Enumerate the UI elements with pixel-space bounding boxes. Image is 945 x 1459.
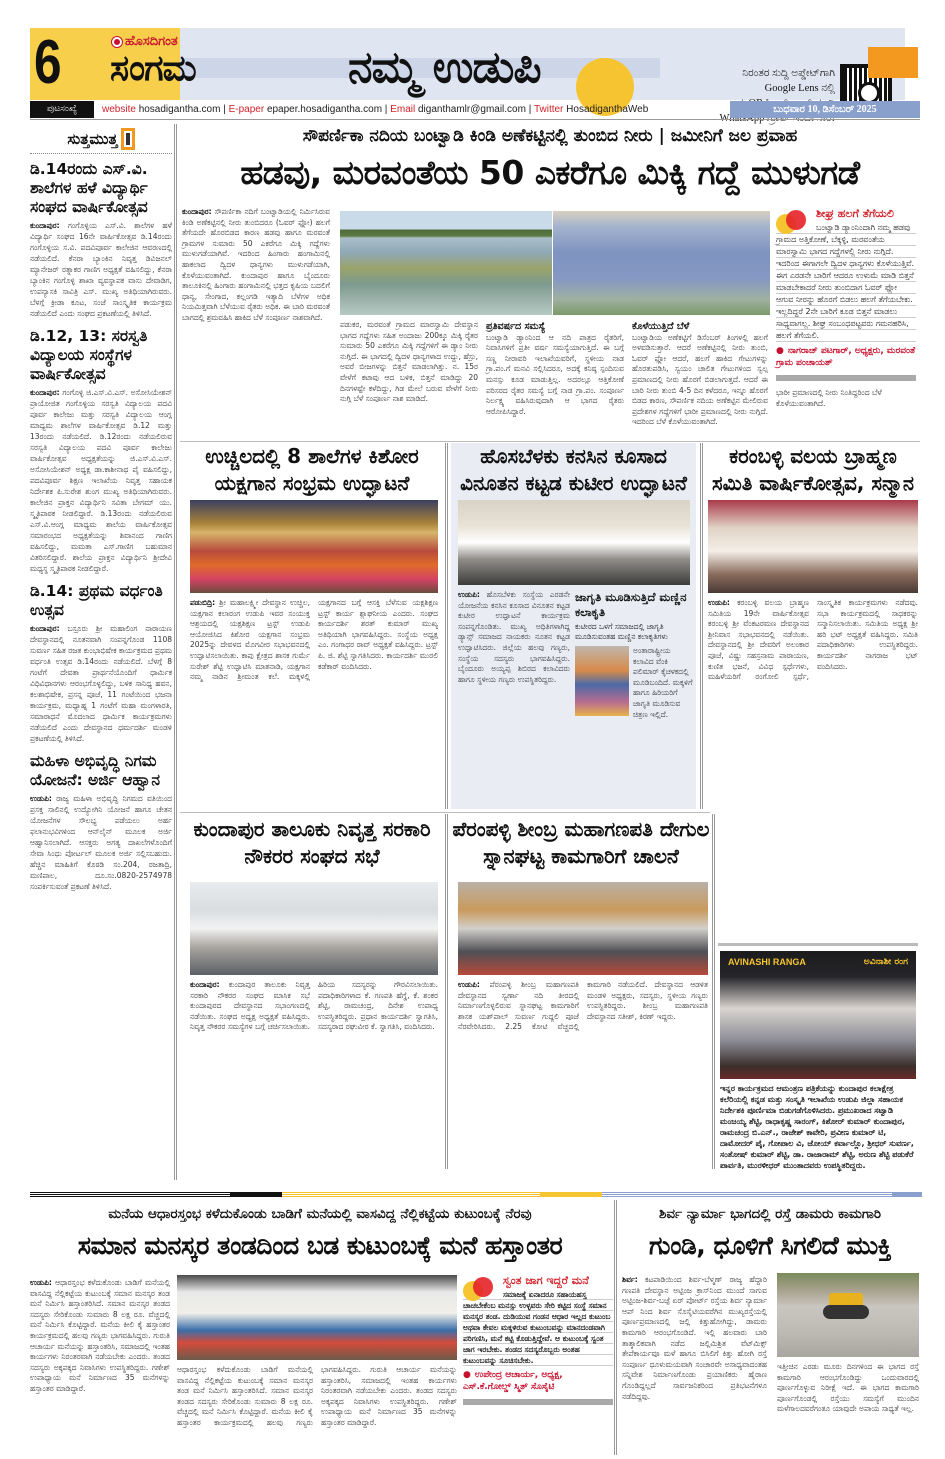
lead-body-col1 [182,207,330,439]
story-body [30,387,172,574]
quote-text: ಸಮಾಜಕ್ಕೆ ಏನಾದರೂ ಸಹಾಯಹಸ್ತ ಚಾಚಬೇಕೆಂಬ ಮನಸ್ಸು ಉಳ್ಳವರು ಸೇರಿ ಕಟ್ಟಿದ ಸಂಸ್ಥೆ ಸಮಾನ ಮನಸ್ಕರ ತಂಡ. ದುಡಿಯುವ ಗಂಡನ ಆಧಾರ ಇಲ್ಲದ ಕುಟುಂಬ ಅಥವಾ ಕೇವಲ ಮಕ್ಕಳಿರುವ ಕುಟುಂಬವನ್ನು ಮಾನದಂಡವಾಗಿ ಪರಿಗಣಿಸಿ, ಮನೆ ಕಟ್ಟಿ ಕೊಡುತ್ತಿದ್ದೇವೆ. ಆ ಕುಟುಂಬಕ್ಕೆ ಸ್ವಂತ ಜಾಗ ಇರಬೇಕು. ತಂಡದ ಸದಸ್ಯರೊಬ್ಬರು ಅಂತಹ ಕುಟುಂಬವನ್ನು ಸೂಚಿಸಬೇಕು. [463,1289,613,1366]
info-bar [30,101,920,118]
story-headline: ಕರಂಬಳ್ಳಿ ವಲಯ ಬ್ರಾಹ್ಮಣ ಸಮಿತಿ ವಾರ್ಷಿಕೋತ್ಸವ, ಸನ್ಮಾನ [711,444,915,495]
dateline: ಉಡುಪಿ: [30,794,52,803]
banner-left: AVINASHI RANGA [728,957,806,967]
story-body [30,793,172,892]
story-text: ಬಂಟ್ವಾಡಿ ಡ್ಯಾಂನಿಂದ ಆ ನದಿ ಪಾತ್ರದ ರೈತರಿಗೆ, ನಿವಾಸಿಗಳಿಗೆ ಪ್ರತೀ ವರ್ಷ ಸಮಸ್ಯೆಯಾಗುತ್ತಿದೆ. ಈ ಬಗ್ಗೆ ಸಣ್ಣ ನೀರಾವರಿ ಇಲಾಖೆಯವರಿಗೆ, ಸ್ಥಳೀಯ ನಾಡ ಗ್ರಾ.ಪಂ.ಗೆ ಮನವಿ ಸಲ್ಲಿಸಿದರೂ, ಅದಕ್ಕೆ ಕನಿಷ್ಠ ಸ್ಪಂದಿಸುವ ಮನಸ್ಸು ಕೂಡ ಮಾಡುತ್ತಿಲ್ಲ. ಅದರಲ್ಲೂ ಆತ್ತಿಕೋಣೆ ಪರಿಸರದ ರೈತರ ಸಮಸ್ಯೆ ಬಗ್ಗೆ ನಾಡ ಗ್ರಾ.ಪಂ. ಸಂಪೂರ್ಣ ನಿರ್ಲಕ್ಷ್ಯ ವಹಿಸಿರುವುದಾಗಿ ಆ ಭಾಗದ ರೈತರು ಆರೋಪಿಸಿದ್ದಾರೆ. [486,332,624,416]
divider-strip-yellow-solid [540,1192,602,1197]
road-roller-photo [777,1273,919,1357]
quote-title: ಶೀಘ್ರ ಹಲಗೆ ತೆಗೆಯಲಿ [816,207,894,220]
section-label-suttamutta [30,124,172,154]
clay-art-photo [575,646,629,716]
brand-logo-icon [112,37,122,47]
quote-icon [776,210,810,238]
divider [718,943,918,946]
dateline: ಕುಂದಾಪುರ: [182,207,212,216]
story-text: ಕುಂದಾಪುರ ತಾಲೂಕು ನಿವೃತ್ತ ಸರಕಾರಿ ನೌಕರರ ಸಂಘದ ಮಾಸಿಕ ಸಭೆ ಕುಂದಾಪುರದ ದೇವಸ್ಥಾನದ ಸಭಾಂಗಣದಲ್ಲಿ ನಡೆಯಿತು. ಸಂಘದ ಅಧ್ಯಕ್ಷ ಅಧ್ಯಕ್ಷತೆ ವಹಿಸಿದ್ದರು. ನಿವೃತ್ತ ನೌಕರರ ಸಮಸ್ಯೆಗಳ ಬಗ್ಗೆ ಚರ್ಚಿಸಲಾಯಿತು. ಹಿರಿಯ ಸದಸ್ಯರನ್ನು ಗೌರವಿಸಲಾಯಿತು. ಪದಾಧಿಕಾರಿಗಳಾದ ಕೆ. ಗಣಪತಿ ಹೆಗ್ಡೆ, ಕೆ. ಶಂಕರ ಶೆಟ್ಟಿ, ರಾಮಚಂದ್ರ, ದಿನೇಶ ಉಪಾಧ್ಯ ಉಪಸ್ಥಿತರಿದ್ದರು. ಪ್ರಧಾನ ಕಾರ್ಯದರ್ಶಿ ಸ್ವಾಗತಿಸಿ, ಸದಸ್ಯರಾದ ರಘುವೀರ ಕೆ. ಸ್ವಾಗತಿಸಿ, ವಂದಿಸಿದರು. [190,980,438,1032]
retired-employees-photo [190,882,438,975]
lead-body-col2 [340,320,478,438]
photo-caption: ಇತ್ತೀಚಿನ ಎರಡು ಮೂರು ದಿನಗಳಿಂದ ಈ ಭಾಗದ ರಸ್ತೆ ಕಾಮಗಾರಿ ಆರಂಭಗೊಂಡಿದ್ದು ಒಂದುವಾರದಲ್ಲಿ ಪೂರ್ಣಗೊಳ್ಳುವ ನಿರೀಕ್ಷೆ ಇದೆ. ಈ ಭಾಗದ ಕಾಮಗಾರಿ ಪೂರ್ಣಗೊಂಡಲ್ಲಿ ರಸ್ತೆಯು ಸಮಸ್ಯೆಗೆ ಮುಂದಿನ ಮಳೆಗಾಲದವರೆಗಂತೂ ಯಾವುದೇ ಅಪಾಯ ಸಾಧ್ಯತೆ ಇಲ್ಲ. [777,1362,919,1414]
brand-name-text: ಹೊಸದಿಗಂತ [125,34,178,49]
divider-strip-black-solid [230,1192,285,1197]
story-body [708,598,918,808]
dateline: ಶಿರ್ವ: [622,1275,638,1284]
bottom-quote-box [463,1275,613,1405]
story-body [30,623,172,744]
sidebar-body: ಅಂತಾರಾಷ್ಟ್ರೀಯ ಕಲಾವಿದ ವೆಂಕಿ ಪಲಿಮಾರ್ ಕೈಚಳಕದಲ್ಲಿ ಮೂಡಿಬಂದಿದೆ. ಮಕ್ಕಳಿಗೆ ಹಾಗೂ ಹಿರಿಯರಿಗೆ ಜಾಗೃತಿ ಮೂಡಿಸುವ ಚಿತ್ರಣ ಇಲ್ಲಿದೆ. [633,646,693,719]
quote-icon [463,1277,497,1305]
bottom-left-kicker: ಮನೆಯ ಆಧಾರಸ್ತಂಭ ಕಳೆದುಕೊಂಡು ಬಾಡಿಗೆ ಮನೆಯಲ್ಲಿ ವಾಸವಿದ್ದ ನೆಲ್ಲಿಕಟ್ಟೆಯ ಕುಟುಂಬಕ್ಕೆ ನೆರವು [108,1206,532,1222]
website-link[interactable]: hosadigantha.com [138,104,221,115]
door-icon [121,128,135,150]
story-body [622,1275,767,1455]
column-divider [700,443,703,809]
story-headline: ಡಿ.14ರಂದು ಎಸ್.ವಿ. ಶಾಲೆಗಳ ಹಳೆ ವಿದ್ಯಾರ್ಥಿ ಸಂಘದ ವಾರ್ಷಿಕೋತ್ಸವ [30,160,148,216]
sidebar-box [575,590,693,808]
quote-author: ● ಉಪೇಂದ್ರ ಆಚಾರ್ಯ, ಅಧ್ಯಕ್ಷ, ಎಸ್.ಕೆ.ಗೋಲ್ಡ್ ಸ್ಮಿತ್ ಸೊಸೈಟಿ [463,1369,613,1393]
kutira-inauguration-photo [458,500,690,585]
epaper-link[interactable]: epaper.hosadigantha.com [266,104,383,115]
subheading: ಕೊಳೆಯುತ್ತಿದೆ ಬೆಳೆ [632,321,690,332]
quote-tail: ಭಾರೀ ಪ್ರಮಾಣದಲ್ಲಿ ನೀರು ನಿಂತಿದ್ದರಿಂದ ಬೆಳೆ ಕೊಳೆಯುವಂತಾಗಿದೆ. [776,388,882,408]
qr-line: Google Lens ನಲ್ಲಿ [764,83,835,94]
dateline: ಕುಂದಾಪುರ: [30,624,60,633]
story-text: ಬಸ್ರೂರು ಶ್ರೀ ಮಹಾಲಿಂಗ ನಾರಾಯಣ ದೇವಸ್ಥಾನದಲ್ಲಿ ನೂತನವಾಗಿ ಸಂಪನ್ನಗೊಂಡ 1108 ಸುವರ್ಣ ಸಹಿತ ರಜತ ಕುಂಭಾಭಿಷೇಕ ಕಾರ್ಯಕ್ರಮದ ಪ್ರಥಮ ವರ್ಧಂತಿ ಉತ್ಸವ ಡಿ.14ರಂದು ನಡೆಯಲಿದೆ. ಬೆಳಗ್ಗೆ 8 ಗಂಟೆಗೆ ದೇವತಾ ಪ್ರಾರ್ಥನೆಯೊಂದಿಗೆ ಧಾರ್ಮಿಕ ವಿಧಿವಿಧಾನಗಳು ಆರಂಭಗೊಳ್ಳಲಿದ್ದು, ಬಳಿಕ ಸಾನಿಧ್ಯ ಹವನ, ಕಲಶಾಭಿಷೇಕ, ಪ್ರಸನ್ನ ಪೂಜೆ, 11 ಗಂಟೆಯಿಂದ ಭಜನಾ ಕಾರ್ಯಕ್ರಮ, ಮಧ್ಯಾಹ್ನ 1 ಗಂಟೆಗೆ ಮಹಾ ಮಂಗಳಾರತಿ, ಸಮಾರಾಧನೆ ಮೊದಲಾದ ಧಾರ್ಮಿಕ ಕಾರ್ಯಕ್ರಮಗಳು ನಡೆಯಲಿದೆ ಎಂದು ದೇವಸ್ಥಾನದ ಧರ್ಮದರ್ಶಿ ಮಂಡಳಿ ಪ್ರಕಟಣೆಯಲ್ಲಿ ತಿಳಿಸಿದೆ. [30,624,172,743]
story-headline: ಮಹಿಳಾ ಅಭಿವೃದ್ಧಿ ನಿಗಮ ಯೋಜನೆ: ಅರ್ಜಿ ಆಹ್ವಾನ [30,752,160,789]
email-link[interactable]: diganthamlr@gmail.com [417,104,526,115]
page-tag: ಪುಟಸಂಖ್ಯೆ [30,101,94,118]
story-text: ಕಟಪಾಡಿಯಿಂದ ಶಿರ್ವ-ಬೆಳ್ಮಣ್ ರಾಜ್ಯ ಹೆದ್ದಾರಿ ಗಣಪತಿ ದೇವಸ್ಥಾನ ಅಟ್ಟಿಂಜ ಕ್ರಾಸ್‌ನಿಂದ ಮುಂದೆ ಸಾಗುವ ಅಟ್ಟಿಂಜ-ಶಿರ್ವ-ಬಜ್ಪೆ ಏರ್ ಪೋರ್ಟ್ ರಸ್ತೆಯ ಶಿರ್ವ ನ್ಯಾರ್ಮಾ ಆಪ್ ನಿಂದ ಶಿರ್ವ ಸೊಸೈಟಿಯವರೆಗಿನ ಮುಖ್ಯರಸ್ತೆಯಲ್ಲಿ ಪೂರ್ಣಪ್ರಮಾಣದಲ್ಲಿ ಜಲ್ಲಿ ಕಿತ್ತುಹೋಗಿದ್ದು, ಡಾಮರು ಕಾಮಗಾರಿ ಆರಂಭಗೊಂಡಿದೆ. ಇಲ್ಲಿ ಹಲವಾರು ಬಾರಿ ತಾತ್ಕಾಲಿಕವಾಗಿ ನಡೆದ ಜಲ್ಲಿಮಿಶ್ರಿತ ವೆಟ್‌ಮಿಕ್ಸ್ ತೇಪೆಕಾರ್ಯವೂ ಮಳೆ ಹಾಗೂ ಬಿಸಿಲಿಗೆ ಕಿತ್ತು ಹೋಗಿ ರಸ್ತೆ ಸಂಪೂರ್ಣ ಧೂಳುಮಯವಾಗಿ ಸಂಚಾರವೇ ಅಸಾಧ್ಯವಾದಂತಹ ಸನ್ನಿವೇಶ ನಿರ್ಮಾಣಗೊಂಡು ಪ್ರಯಾಣಿಕರು ಹೈರಾಣ ಗೊಂಡಿದ್ದಲ್ಲದೆ ಸಾರ್ವಜನಿಕರಿಂದ ಪ್ರತಿಭಟನೆಗಳೂ ನಡೆದಿದ್ದವು. [622,1275,767,1401]
roller-drum-icon [823,1305,869,1319]
divider-strip-yellow [282,1192,582,1197]
story-text: ಪೆರಂಪಳ್ಳಿ ಶೀಂಬ್ರ ಮಹಾಗಣಪತಿ ದೇವಸ್ಥಾನದ ಸ್ವರ್ಣಾ ನದಿ ತೀರದಲ್ಲಿ ನಿರ್ಮಾಣಗೊಳ್ಳಲಿರುವ ಸ್ನಾನಘಟ್ಟ ಕಾಮಗಾರಿಗೆ ಶಾಸಕ ಯಶ್‌ಪಾಲ್ ಸುವರ್ಣ ಗುದ್ದಲಿ ಪೂಜೆ ನೆರವೇರಿಸಿದರು. 2.25 ಕೋಟಿ ವೆಚ್ಚದಲ್ಲಿ ಕಾಮಗಾರಿ ನಡೆಯಲಿದೆ. ದೇವಸ್ಥಾನದ ಆಡಳಿತ ಮಂಡಳಿ ಅಧ್ಯಕ್ಷರು, ಸದಸ್ಯರು, ಸ್ಥಳೀಯ ಗಣ್ಯರು ಉಪಸ್ಥಿತರಿದ್ದರು. ಶೀಂಬ್ರ ಮಹಾಗಣಪತಿ ದೇವಸ್ಥಾನದ ಸತೀಶ್, ಕಿರಣ್ ಇದ್ದರು. [458,980,708,1032]
flooded-field-photo-1 [340,211,552,315]
section-label-text: ಸುತ್ತಮುತ್ತ [67,129,118,148]
story-body-continued [177,1365,457,1455]
story-headline: ಕುಂದಾಪುರ ತಾಲೂಕು ನಿವೃತ್ತ ಸರಕಾರಿ ನೌಕರರ ಸಂಘದ ಸಭೆ [193,817,431,868]
dateline: ಕುಂದಾಪುರ: [190,980,220,989]
page-number: 6 [34,28,62,97]
snanaghatta-groundbreaking-photo [458,882,708,975]
supplement-name: ಸಂಗಮ [110,48,196,89]
bottom-right-kicker: ಶಿರ್ವ ನ್ಯಾರ್ಮಾ ಭಾಗದಲ್ಲಿ ರಸ್ತೆ ಡಾಮರು ಕಾಮಗಾರಿ [658,1206,882,1222]
story-text: ಶ್ರೀ ಮಹಾಲಕ್ಷ್ಮೀ ದೇವಸ್ಥಾನ ಉಚ್ಚಿಲ, ಯಕ್ಷಗಾನ ಕಲಾರಂಗ ಉಡುಪಿ ಇವರ ಸಂಯುಕ್ತ ಆಶ್ರಯದಲ್ಲಿ ಯಕ್ಷಶಿಕ್ಷಣ ಟ್ರಸ್ಟ್ ಉಡುಪಿ ಆಯೋಜಿಸಿದ ಕಿಶೋರ ಯಕ್ಷಗಾನ ಸಂಭ್ರಮ 2025ನ್ನು ದೇವಳದ ಮೊಗವೀರ ಸಭಾಭವನದಲ್ಲಿ ಉದ್ಘಾಟಿಸಲಾಯಿತು. ಕಾಪು ಕ್ಷೇತ್ರದ ಶಾಸಕ ಗುರ್ಮೆ ಸುರೇಶ್ ಶೆಟ್ಟಿ ಉದ್ಘಾಟಿಸಿ ಮಾತನಾಡಿ, ಯಕ್ಷಗಾನ ನಮ್ಮ ನಾಡಿನ ಶ್ರೀಮಂತ ಕಲೆ. ಮಕ್ಕಳಲ್ಲಿ ಯಕ್ಷಗಾನದ ಬಗ್ಗೆ ಆಸಕ್ತಿ ಬೆಳೆಸುವ ಯಕ್ಷಶಿಕ್ಷಣ ಟ್ರಸ್ಟ್ ಕಾರ್ಯ ಶ್ಲಾಘನೀಯ ಎಂದರು. ಸಂಘದ ಕಾರ್ಯದರ್ಶಿ ಶರತ್ ಕುಮಾರ್ ಮುಖ್ಯ ಅತಿಥಿಯಾಗಿ ಭಾಗವಹಿಸಿದ್ದರು. ಸಂಸ್ಥೆಯ ಅಧ್ಯಕ್ಷ ಎಂ. ಗಂಗಾಧರ ರಾವ್ ಅಧ್ಯಕ್ಷತೆ ವಹಿಸಿದ್ದರು. ಟ್ರಸ್ಟ್ ಪಿ. ಜಿ. ಶೆಟ್ಟಿ ಸ್ವಾಗತಿಸಿದರು. ಕಾರ್ಯದರ್ಶಿ ಮುರಲಿ ಕಡೆಕಾರ್ ವಂದಿಸಿದರು. [190,598,438,682]
column-divider [614,1200,617,1455]
story-body [190,598,438,808]
quote-text: ಬಂಟ್ವಾಡಿ ಡ್ಯಾಂನಿಂದಾಗಿ ನಮ್ಮ ಹಡವು ಗ್ರಾಮದ ಅತ್ತಿಕೋಣೆ, ಬೆಕ್ಕಳ್ಳಿ, ಮರವಂತೆಯ ಮಾರಸ್ವಾಮಿ ಭಾಗದ ಗದ್ದೆಗಳಲ್ಲಿ ನೀರು ನುಗ್ಗಿದೆ. ಇದರಿಂದ ಈಗಾಗಲೇ ದ್ವಿದಳ ಧಾನ್ಯಗಳು ಕೊಳೆಯುತ್ತಿವೆ. ಈಗ ಎರಡನೇ ಬಾರಿಗೆ ಆದರೂ ಉಳುಮೆ ಮಾಡಿ ಬಿತ್ತನೆ ಮಾಡಬೇಕಾದರೆ ನೀರು ತುಂಬಿದಾಗ ಓವರ್ ಫ್ಲೋ ಆಗುವ ನೀರನ್ನು ಹೊರಗೆ ಬಿಡಲು ಹಲಗೆ ತೆಗೆಯಬೇಕು. ಇಲ್ಲದಿದ್ದರೆ 2ನೇ ಬಾರಿಗೆ ಕೂಡ ಬಿತ್ತನೆ ಮಾಡಲು ಸಾಧ್ಯವಾಗಲ್ಲ. ಶೀಘ್ರ ಸಂಬಂಧಪಟ್ಟವರು ಗಮನಹರಿಸಿ, ಹಲಗೆ ತೆಗೆಯಲಿ. [776,223,915,340]
story-text: ಹೊಸಬೆಳಕು ಸಂಸ್ಥೆಯ ಎರಡನೇ ಯೋಜನೆಯ ಕನಸಿನ ಕೂಸಾದ ವಿನೂತನ ಕಟ್ಟಡ ಕುಟೀರ ಉದ್ಘಾಟನೆ ಕಾರ್ಯಕ್ರಮ ಸಂಪನ್ನಗೊಂಡಿತು. ಮುಖ್ಯ ಅಧಿತಿಗಳಾಗಿದ್ದ ಡ್ಯಾನ್ಸ್ ಸಮಾಜದ ನಾಯಕರು ನೂತನ ಕಟ್ಟಡ ಉದ್ಘಾಟಿಸಿದರು. ಜಿಲ್ಲೆಯ ಹಲವು ಗಣ್ಯರು, ಸಂಸ್ಥೆಯ ಸದಸ್ಯರು ಭಾಗವಹಿಸಿದ್ದರು. ಬೈಂದೂರು ಅಯ್ಯಪ್ಪ ಶಿಬಿರದ ಕಲಾವಿದರು ಹಾಗೂ ಸ್ಥಳೀಯ ಗಣ್ಯರು ಉಪಸ್ಥಿತರಿದ್ದರು. [458,590,571,684]
twitter-link[interactable]: HosadiganthaWeb [566,104,649,115]
story-body [458,590,570,808]
story-text: ರಾಜ್ಯ ಮಹಿಳಾ ಅಭಿವೃದ್ಧಿ ನಿಗಮದ ವತಿಯಿಂದ ಪ್ರಸಕ್ತ ಸಾಲಿನಲ್ಲಿ ಉದ್ಯೋಗಿನಿ ಯೋಜನೆ ಹಾಗೂ ಚೇತನ ಯೋಜನೆಗಳ ಸೌಲಭ್ಯ ಪಡೆಯಲು ಅರ್ಹ ಫಲಾನುಭವಿಗಳಿಂದ ಆನ್‌ಲೈನ್ ಮೂಲಕ ಅರ್ಜಿ ಆಹ್ವಾನಿಸಲಾಗಿದೆ. ಆಸಕ್ತರು ಅಗತ್ಯ ದಾಖಲೆಗಳೊಂದಿಗೆ ಸೇವಾ ಸಿಂಧು ಪೋರ್ಟಲ್ ಮೂಲಕ ಅರ್ಜಿ ಸಲ್ಲಿಸಬಹುದು. ಹೆಚ್ಚಿನ ಮಾಹಿತಿಗೆ ಕೊಠಡಿ ಸಂ.204, ರಜತಾದ್ರಿ, ಮಣಿಪಾಲ, ದೂ.ಸಂ.0820-2574978 ಸಂಪರ್ಕಿಸುವಂತೆ ಪ್ರಕಟಣೆ ತಿಳಿಸಿದೆ. [30,794,172,891]
bottom-left-headline: ಸಮಾನ ಮನಸ್ಕರ ತಂಡದಿಂದ ಬಡ ಕುಟುಂಬಕ್ಕೆ ಮನೆ ಹಸ್ತಾಂತರ [77,1231,563,1260]
column-divider [445,814,448,1169]
story-text: ಸೌಪರ್ಣಿಕಾ ನದಿಗೆ ಬಂಟ್ವಾಡಿಯಲ್ಲಿ ನಿರ್ಮಿಸಿರುವ ಕಿಂಡಿ ಅಣೆಕಟ್ಟಿನಲ್ಲಿ ನೀರು ತುಂಬಿದರೂ (ಓವರ್ ಫ್ಲೋ) ಹಲಗೆ ತೆಗೆಯದೇ ಹೊರಬಿಡದ ಕಾರಣ ಹಡವು ಹಾಗೂ ಮರವಂತೆ ಗ್ರಾಮಗಳ ಸುಮಾರು 50 ಎಕರೆಗೂ ಮಿಕ್ಕಿ ಗದ್ದೆಗಳು ಮುಳುಗಡೆಯಾಗಿವೆ. ಇದರಿಂದ ಹಿಂಗಾರು ಹಂಗಾಮಿನಲ್ಲಿ ಹಾಕಲಾದ ದ್ವಿದಳ ಧಾನ್ಯಗಳು ಮುಳುಗಡೆಯಾಗಿ, ಕೊಳೆಯುವಂತಾಗಿದೆ. ಕುಂದಾಪುರ ಹಾಗೂ ಬೈಂದೂರು ತಾಲೂಕಿನಲ್ಲಿ ಹಿಂಗಾರು ಹಂಗಾಮಿನಲ್ಲಿ ಭತ್ತದ ಕೃಷಿಯ ಬದಲಿಗೆ ಧಾನ್ಯ, ಸೇಂಗಾದ, ಕಲ್ಲಂಗಡಿ ಇತ್ಯಾದಿ ಬೆಳೆಗಳ ಅಧಿಕ ನಿಯಮಿತ್ತವಾಗಿ ಬೆಳೆಯುವ ರೈತರು ಅಧಿಕ. ಈ ಬಾರಿ ಮರವಂತೆ ಬಾಗದಲ್ಲಿ ಶ್ರಮವಹಿಸಿ ಹಾಕಿದ ಬೆಳೆ ಸಂಪೂರ್ಣ ನಾಶವಾಗಿದೆ. [182,207,330,322]
issue-date: ಬುಧವಾರ 10, ಡಿಸೆಂಬರ್ 2025 [730,101,920,118]
email-label: Email [390,104,416,115]
yakshagana-group-photo [190,500,438,593]
divider [180,441,920,442]
quote-bar [776,375,916,381]
bottom-right-headline: ಗುಂಡಿ, ಧೂಳಿಗೆ ಸಿಗಲಿದೆ ಮುಕ್ತಿ [648,1231,892,1260]
sidebar-lead: ಕುಟೀರದ ಒಳಗೆ ಸಮಾಜದಲ್ಲಿ ಜಾಗೃತಿ ಮೂಡಿಸುವಂತಹ ಮಣ್ಣಿನ ಕಲಾಕೃತಿಗಳು [575,622,668,641]
divider-strip-blue [602,1192,922,1197]
lead-kicker: ಸೌಪರ್ಣಿಕಾ ನದಿಯ ಬಂಟ್ವಾಡಿ ಕಿಂಡಿ ಅಣೆಕಟ್ಟಿನಲ್ಲಿ ತುಂಬಿದ ನೀರು | ಜಮೀನಿಗೆ ಜಲ ಪ್ರವಾಹ [302,126,798,146]
contact-links: website hosadigantha.com | E-paper epaper.hosadigantha.com | Email diganthamlr@gmail.com | Twitter HosadiganthaWeb [102,104,649,115]
orange-accent-block [868,47,918,78]
story-text: ಪಡುಕರ, ಮರವಂತೆ ಗ್ರಾಮದ ಮಾರಸ್ವಾಮಿ ದೇವಸ್ಥಾನ ಭಾಗದ ಗದ್ದೆಗಳು ಸಹಿತ ಅಂದಾಜು 200ಕ್ಕೂ ಮಿಕ್ಕಿ ರೈತರ ಸುಮಾರು 50 ಎಕರೆಗೂ ಮಿಕ್ಕಿ ಗದ್ದೆಗಳಿಗೆ ಈ ಡ್ಯಾಂ ನೀರು ನುಗ್ಗಿದೆ. ಈ ಭಾಗದಲ್ಲಿ ದ್ವಿದಳ ಧಾನ್ಯಗಳಾದ ಉದ್ದು, ಹೆಸ್ರು, ಅವರೆ ಬೀಜಗಳನ್ನು ಬಿತ್ತನೆ ಮಾಡಲಾಗಿತ್ತು. ನ. 15ರ ವೇಳೆಗೆ ಕಟಾವು ಆದ ಬಳಿಕ, ಬಿತ್ತನೆ ಮಾಡಿದ್ದು 20 ದಿನಗಳಷ್ಟೇ ಕಳೆದಿದ್ದು, ಗಿಡ ಮೇಲೆ ಬರುವ ವೇಳೆಗೆ ನೀರು ನುಗ್ಗಿ ಬೆಳೆ ಸಂಪೂರ್ಣ ನಾಶ ಮಾಡಿದೆ. [340,320,478,404]
dateline: ಉಡುಪಿ: [30,1278,52,1287]
story-body [190,980,438,1168]
lead-headline: ಹಡವು, ಮರವಂತೆಯ 50 ಎಕರೆಗೂ ಮಿಕ್ಕಿ ಗದ್ದೆ ಮುಳುಗಡೆ [240,153,860,192]
qr-line: ನಿರಂತರ ಸುದ್ದಿ ಅಪ್ಡೇಟ್‌ಗಾಗಿ [742,68,835,79]
dateline: ಉಡುಪಿ: [458,980,480,989]
masthead [30,28,905,100]
story-text: ಆಧಾರಸ್ತಂಭ ಕಳೆದುಕೊಂಡು ಬಾಡಿಗೆ ಮನೆಯಲ್ಲಿ ವಾಸವಿದ್ದ ನೆಲ್ಲಿಕಟ್ಟೆಯ ಕುಟುಂಬಕ್ಕೆ ಸಮಾನ ಮನಸ್ಕರ ತಂಡ ಮನೆ ನಿರ್ಮಿಸಿ ಹಸ್ತಾಂತರಿಸಿದೆ. ಸಮಾನ ಮನಸ್ಕರ ತಂಡದ ಸದಸ್ಯರು ಸೇರಿಕೊಂಡು ಸುಮಾರು 8 ಲಕ್ಷ ರೂ. ವೆಚ್ಚದಲ್ಲಿ ಮನೆ ನಿರ್ಮಿಸಿ ಕೊಟ್ಟಿದ್ದಾರೆ. ಮನೆಯ ಕೀಲಿ ಕೈ ಹಸ್ತಾಂತರ ಕಾರ್ಯಕ್ರಮದಲ್ಲಿ ಹಲವು ಗಣ್ಯರು ಭಾಗವಹಿಸಿದ್ದರು. ಗುರುತಿ ಆಚಾರ್ಯ ಮನೆಯನ್ನು ಹಸ್ತಾಂತರಿಸಿ, ಸಮಾಜದಲ್ಲಿ ಇಂತಹ ಕಾರ್ಯಗಳು ನಿರಂತರವಾಗಿ ನಡೆಯಬೇಕು ಎಂದರು. ತಂಡದ ಸದಸ್ಯರು ಅಕ್ಕಪಕ್ಕದ ನಿವಾಸಿಗಳು ಉಪಸ್ಥಿತರಿದ್ದರು. ಗಣೇಶ್ ಉಪಾಧ್ಯಾಯ ಮನೆ ನಿರ್ಮಾಣದ 35 ಮನೆಗಳನ್ನು ಹಸ್ತಾಂತರ ಮಾಡಿದ್ದಾರೆ. [30,1278,171,1393]
dateline: ಕುಂದಾಪುರ: [30,388,60,397]
event-caption: ಇನ್ನರ ಕಾರ್ಯಕ್ರಮದ ಆಮಂತ್ರಣ ಪತ್ರಿಕೆಯನ್ನು ಕುಂದಾಪುರ ಕಲಾಕ್ಷೇತ್ರ ಕಲೆರಿಯಲ್ಲಿ ಕನ್ನಡ ಮತ್ತು ಸಂಸ್ಕೃತಿ ಇಲಾಖೆಯ ಉಡುಪಿ ಜಿಲ್ಲಾ ಸಹಾಯಕ ನಿರ್ದೇಶಕಿ ಪೂರ್ಣಿಮಾ ಬಿಡುಗಡೆಗೊಳಿಸಿದರು. ಪ್ರಮುಖರಾದ ಸಟ್ವಾಡಿ ಮಂಜಯ್ಯ ಶೆಟ್ಟಿ, ರಾಧಾಕೃಷ್ಣ ಸಾರಂಗ್, ಕಿಶೋರ್ ಕುಮಾರ್ ಕುಂದಾಪುರ, ರಾಮಚಂದ್ರ ಬಿ.ಎನ್., ರಾಜೇಶ್ ಕಾವೇರಿ, ಪ್ರವೀಣ ಕುಮಾರ್ ಟಿ, ದಾಮೋದರ್ ಪೈ, ಗೋಪಾಲ ವಿ, ಜೋಯ್ ಕರ್ವಾಲ್ಲೊ, ಶ್ರೀಧರ್ ಸುವರ್ಣ, ಸಂತೋಷ್ ಕುಮಾರ್ ಶೆಟ್ಟಿ, ಡಾ. ರಾಜಾರಾಮ್ ಶೆಟ್ಟಿ, ಅರುಣ ಶೆಟ್ಟಿ ಪಡುಕೆರೆ ಪಾರ್ವತಿ, ಮುರಳೀಧರ್ ಮುಂತಾದವರು ಉಪಸ್ಥಿತರಿದ್ದರು. [720,1084,914,1170]
subheading: ಪ್ರತಿವರ್ಷದ ಸಮಸ್ಯೆ [486,321,546,332]
website-label: website [102,104,136,115]
quote-bar [463,1399,613,1405]
column-divider [445,443,448,809]
brahmana-samiti-photo [708,500,918,593]
story-text: ಗಂಗೊಳ್ಳಿ ಜಿ.ಎಸ್.ವಿ.ಎಸ್. ಅಸೋಸಿಯೇಶನ್ ಪ್ರಾಯೋಜಿತ ಗಂಗೊಳ್ಳಿಯ ಸರಸ್ವತಿ ವಿದ್ಯಾಲಯ ಪದವಿ ಪೂರ್ವ ಕಾಲೇಜು ಮತ್ತು ಸರಸ್ವತಿ ವಿದ್ಯಾಲಯ ಆಂಗ್ಲ ಮಾಧ್ಯಮ ಶಾಲೆಗಳ ವಾರ್ಷಿಕೋತ್ಸವ ಡಿ.12 ಮತ್ತು 13ರಂದು ನಡೆಯಲಿದೆ. ಡಿ.12ರಂದು ನಡೆಯಲಿರುವ ಸರಸ್ವತಿ ವಿದ್ಯಾಲಯ ಪದವಿ ಪೂರ್ವ ಕಾಲೇಜು ವಾರ್ಷಿಕೋತ್ಸವ ಅಧ್ಯಕ್ಷತೆಯನ್ನು ಜಿ.ಎಸ್.ವಿ.ಎಸ್. ಅಸೋಸಿಯೇಶನ್ ಅಧ್ಯಕ್ಷ ಡಾ.ಕಾಶೀನಾಥ ಪೈ ವಹಿಸಲಿದ್ದು, ಪದವಿಪೂರ್ವ ಶಿಕ್ಷಣ ಇಲಾಖೆಯ ನಿವೃತ್ತ ಸಹಾಯಕ ನಿರ್ದೇಶಕ ಪಿ.ಸುರೇಶ ಶುಂಗ ಮುಖ್ಯ ಅತಿಥಿಯಾಗಿರುವರು. ಕಾಲೇಜಿನ ಪ್ರಾಕ್ತನ ವಿದ್ಯಾರ್ಥಿನಿ ಸವಿತಾ ಬೇಗಮ್ ಯು. ಸ್ಮೃತಿಪಾಠಕ ನೀಡಲಿದ್ದಾರೆ. ಡಿ.13ರಂದು ನಡೆಯಲಿರುವ ಎಸ್.ವಿ.ಆಂಗ್ಲ ಮಾಧ್ಯಮ ಶಾಲೆಯ ವಾರ್ಷಿಕೋತ್ಸವ ಸಮಾರಂಭದ ಅಧ್ಯಕ್ಷತೆಯನ್ನು ಶಿವಾನಂದ ಗಾಣಿಗ ವಹಿಸಲಿದ್ದು, ಮಮತಾ ಎಸ್.ಗಾಣಿಗ ಬಹುಮಾನ ವಿತರಿಸಲಿದ್ದಾರೆ. ಶಾಲೆಯ ಪ್ರಾಕ್ತನ ವಿದ್ಯಾರ್ಥಿನಿ ಶ್ರೀದೇವಿ ಮಧ್ಯಸ್ಥ ಸ್ಮೃತಿಪಾಠಕ ನೀಡಲಿದ್ದಾರೆ. [30,388,173,573]
sidebar-title: ಜಾಗೃತಿ ಮೂಡಿಸುತ್ತಿದೆ ಮಣ್ಣಿನ ಕಲಾಕೃತಿ [575,590,687,619]
quote-title: ಸ್ವಂತ ಜಾಗ ಇದ್ದರೆ ಮನೆ [503,1274,589,1287]
story-headline: ಡಿ.14: ಪ್ರಥಮ ವರ್ಧಂತಿ ಉತ್ಸವ [30,582,163,619]
dateline: ಪಡುಬಿದ್ರಿ: [190,598,216,607]
story-body [30,1278,170,1456]
story-text: ಕರಂಬಳ್ಳಿ ವಲಯ ಬ್ರಾಹ್ಮಣ ಸಮಿತಿಯ 19ನೇ ವಾರ್ಷಿಕೋತ್ಸವ ಕರಂಬಳ್ಳಿ ಶ್ರೀ ವೆಂಕಟರಮಣ ದೇವಸ್ಥಾನದ ಶ್ರೀನಿವಾಸ ಸಭಾಭವನದಲ್ಲಿ ನಡೆಯಿತು. ದೇವಸ್ಥಾನದಲ್ಲಿ ಶ್ರೀ ದೇವರಿಗೆ ಅಲಂಕಾರ ಪೂಜೆ, ವಿಷ್ಣು ಸಹಸ್ರನಾಮ ಪಾರಾಯಣ, ಕುಣಿತ ಭಜನೆ, ವಿವಿಧ ಸ್ಪರ್ಧೆಗಳು, ಮಹಿಳೆಯರಿಗೆ ರಂಗೋಲಿ ಸ್ಪರ್ಧೆ, ಸಾಂಸ್ಕೃತಿಕ ಕಾರ್ಯಕ್ರಮಗಳು ನಡೆದವು. ಸಭಾ ಕಾರ್ಯಕ್ರಮದಲ್ಲಿ ಸಾಧಕರನ್ನು ಸನ್ಮಾನಿಸಲಾಯಿತು. ಸಮಿತಿಯ ಅಧ್ಯಕ್ಷ ಶ್ರೀ ಹರಿ ಭಟ್ ಅಧ್ಯಕ್ಷತೆ ವಹಿಸಿದ್ದರು. ಸಮಿತಿ ಪದಾಧಿಕಾರಿಗಳು ಉಪಸ್ಥಿತರಿದ್ದರು. ಕಾರ್ಯದರ್ಶಿ ನಾಗರಾಜ ಭಟ್ ವಂದಿಸಿದರು. [708,598,918,682]
section-title: ನಮ್ಮ ಉಡುಪಿ [348,42,541,93]
story-headline: ಉಚ್ಚಿಲದಲ್ಲಿ 8 ಶಾಲೆಗಳ ಕಿಶೋರ ಯಕ್ಷಗಾನ ಸಂಭ್ರಮ ಉದ್ಘಾಟನೆ [205,444,419,495]
divider [180,812,710,813]
story-headline: ಡಿ.12, 13: ಸರಸ್ವತಿ ವಿದ್ಯಾಲಯ ಸಂಸ್ಥೆಗಳ ವಾರ್ಷಿಕೋತ್ಸವ [30,327,148,383]
epaper-label: E-paper [228,104,265,115]
story-headline: ಹೊಸಬೆಳಕು ಕನಸಿನ ಕೂಸಾದ ವಿನೂತನ ಕಟ್ಟಡ ಕುಟೀರ ಉದ್ಘಾಟನೆ [460,444,687,495]
dateline: ಉಡುಪಿ: [458,590,480,599]
lead-body-col4 [632,320,768,438]
story-headline: ಪೆರಂಪಳ್ಳಿ ಶೀಂಬ್ರ ಮಹಾಗಣಪತಿ ದೇಗುಲ ಸ್ನಾನಘಟ್ಟ ಕಾಮಗಾರಿಗೆ ಚಾಲನೆ [452,817,710,868]
divider-strip-blue-solid [892,1192,922,1197]
banner-right: ಅವಿನಾಶೀ ರಂಗ [863,957,908,967]
column-divider [712,814,715,1169]
quote-author: ● ನಾಗರಾಜ್ ಪಟಗಾರ್, ಅಧ್ಯಕ್ಷರು, ಮರವಂತೆ ಗ್ರಾಮ ಪಂಚಾಯತ್ [776,345,916,369]
story-text: ಗಂಗೊಳ್ಳಿಯ ಎಸ್.ವಿ. ಶಾಲೆಗಳ ಹಳೆ ವಿದ್ಯಾರ್ಥಿ ಸಂಘದ 16ನೇ ವಾರ್ಷಿಕೋತ್ಸವ ಡಿ.14ರಂದು ಗಂಗೊಳ್ಳಿಯ ಸ.ವಿ. ಪದವಿಪೂರ್ವ ಕಾಲೇಜಿನ ಆವರಣದಲ್ಲಿ ನಡೆಯಲಿದೆ. ಕೆನರಾ ಬ್ಯಾಂಕಿನ ನಿವೃತ್ತ ಡಿವಿಜನಲ್ ಮ್ಯಾನೇಜರ್ ರತ್ನಾಕರ ಗಾಣಿಗ ಅಧ್ಯಕ್ಷತೆ ವಹಿಸಲಿದ್ದು, ಕೆನರಾ ಬ್ಯಾಂಕಿನ ಗಂಗೊಳ್ಳಿ ಶಾಖಾ ವ್ಯವಸ್ಥಾಪಕ ವಾಸು ದೇವಾಡಿಗ, ಉಪನ್ಯಾಸಕಿ ಸಾವಿತ್ರಿ ಎಸ್. ಮುಖ್ಯ ಅತಿಥಿಯಾಗಿರುವರು. ಬೆಳಗ್ಗೆ ಕ್ರೀಡಾ ಕೂಟ, ಸಂಜೆ ಸಾಂಸ್ಕೃತಿಕ ಕಾರ್ಯಕ್ರಮ ನಡೆಯಲಿದೆ ಎಂದು ಸಂಘದ ಪ್ರಕಟಣೆಯಲ್ಲಿ ತಿಳಿಸಿದೆ. [30,221,173,318]
divider [30,119,920,120]
flooded-field-photo-2 [553,211,770,315]
house-handover-photo [177,1275,457,1360]
story-body [458,980,708,1168]
dateline: ಕುಂದಾಪುರ: [30,221,60,230]
lead-body-col3 [486,320,624,438]
story-text: ಬಂಟ್ವಾಡಿಯ ಅಣೆಕಟ್ಟಿಗೆ ಡಿಸೆಂಬರ್ ತಿಂಗಳಲ್ಲಿ ಹಲಗೆ ಅಳವಡಿಸುತ್ತಾರೆ. ಆದರೆ ಅಣೆಕಟ್ಟಿನಲ್ಲಿ ನೀರು ತುಂಬಿ, ಓವರ್ ಫ್ಲೋ ಆದರೆ, ಹಲಗೆ ಹಾಕಿದ ಗೇಟುಗಳನ್ನು ಹೊರತುಪಡಿಸಿ, ಸ್ವಯಂ ಚಾಲಿತ ಗೇಟುಗಳಿಂದ ಸ್ವಲ್ಪ ಪ್ರಮಾಣದಲ್ಲಿ ನೀರು ಹೊರಗೆ ಬಿಡಲಾಗುತ್ತದೆ. ಆದರೆ ಈ ಬಾರಿ ನೀರು ತುಂಬಿ 4-5 ದಿನ ಕಳೆದರೂ, ಇನ್ನೂ ಹೊರಗೆ ಬಿಡದ ಕಾರಣ, ಸೌಪರ್ಣಿಕ ನದಿಯ ಅಣೆಕಟ್ಟಿನ ಮೇಲಿರುವ ಪ್ರದೇಶಗಳ ಗದ್ದೆಗಳಿಗೆ ಭಾರೀ ಪ್ರಮಾಣದಲ್ಲಿ ನೀರು ನುಗ್ಗಿದೆ. ಇದರಿಂದ ಬೆಳೆ ಕೊಳೆಯುವಂತಾಗಿದೆ. [632,332,768,427]
lead-quote-box [776,208,916,409]
story-text: ಆಧಾರಸ್ತಂಭ ಕಳೆದುಕೊಂಡು ಬಾಡಿಗೆ ಮನೆಯಲ್ಲಿ ವಾಸವಿದ್ದ ನೆಲ್ಲಿಕಟ್ಟೆಯ ಕುಟುಂಬಕ್ಕೆ ಸಮಾನ ಮನಸ್ಕರ ತಂಡ ಮನೆ ನಿರ್ಮಿಸಿ ಹಸ್ತಾಂತರಿಸಿದೆ. ಸಮಾನ ಮನಸ್ಕರ ತಂಡದ ಸದಸ್ಯರು ಸೇರಿಕೊಂಡು ಸುಮಾರು 8 ಲಕ್ಷ ರೂ. ವೆಚ್ಚದಲ್ಲಿ ಮನೆ ನಿರ್ಮಿಸಿ ಕೊಟ್ಟಿದ್ದಾರೆ. ಮನೆಯ ಕೀಲಿ ಕೈ ಹಸ್ತಾಂತರ ಕಾರ್ಯಕ್ರಮದಲ್ಲಿ ಹಲವು ಗಣ್ಯರು ಭಾಗವಹಿಸಿದ್ದರು. ಗುರುತಿ ಆಚಾರ್ಯ ಮನೆಯನ್ನು ಹಸ್ತಾಂತರಿಸಿ, ಸಮಾಜದಲ್ಲಿ ಇಂತಹ ಕಾರ್ಯಗಳು ನಿರಂತರವಾಗಿ ನಡೆಯಬೇಕು ಎಂದರು. ತಂಡದ ಸದಸ್ಯರು ಅಕ್ಕಪಕ್ಕದ ನಿವಾಸಿಗಳು ಉಪಸ್ಥಿತರಿದ್ದರು. ಗಣೇಶ್ ಉಪಾಧ್ಯಾಯ ಮನೆ ನಿರ್ಮಾಣದ 35 ಮನೆಗಳನ್ನು ಹಸ್ತಾಂತರ ಮಾಡಿದ್ದಾರೆ. [177,1365,457,1427]
brand-name [112,34,178,49]
dateline: ಉಡುಪಿ: [708,598,730,607]
avinashi-ranga-event-photo [720,951,916,1079]
column-divider [174,124,177,1180]
story-body [30,220,172,319]
left-column [30,124,172,1184]
twitter-label: Twitter [533,104,564,115]
